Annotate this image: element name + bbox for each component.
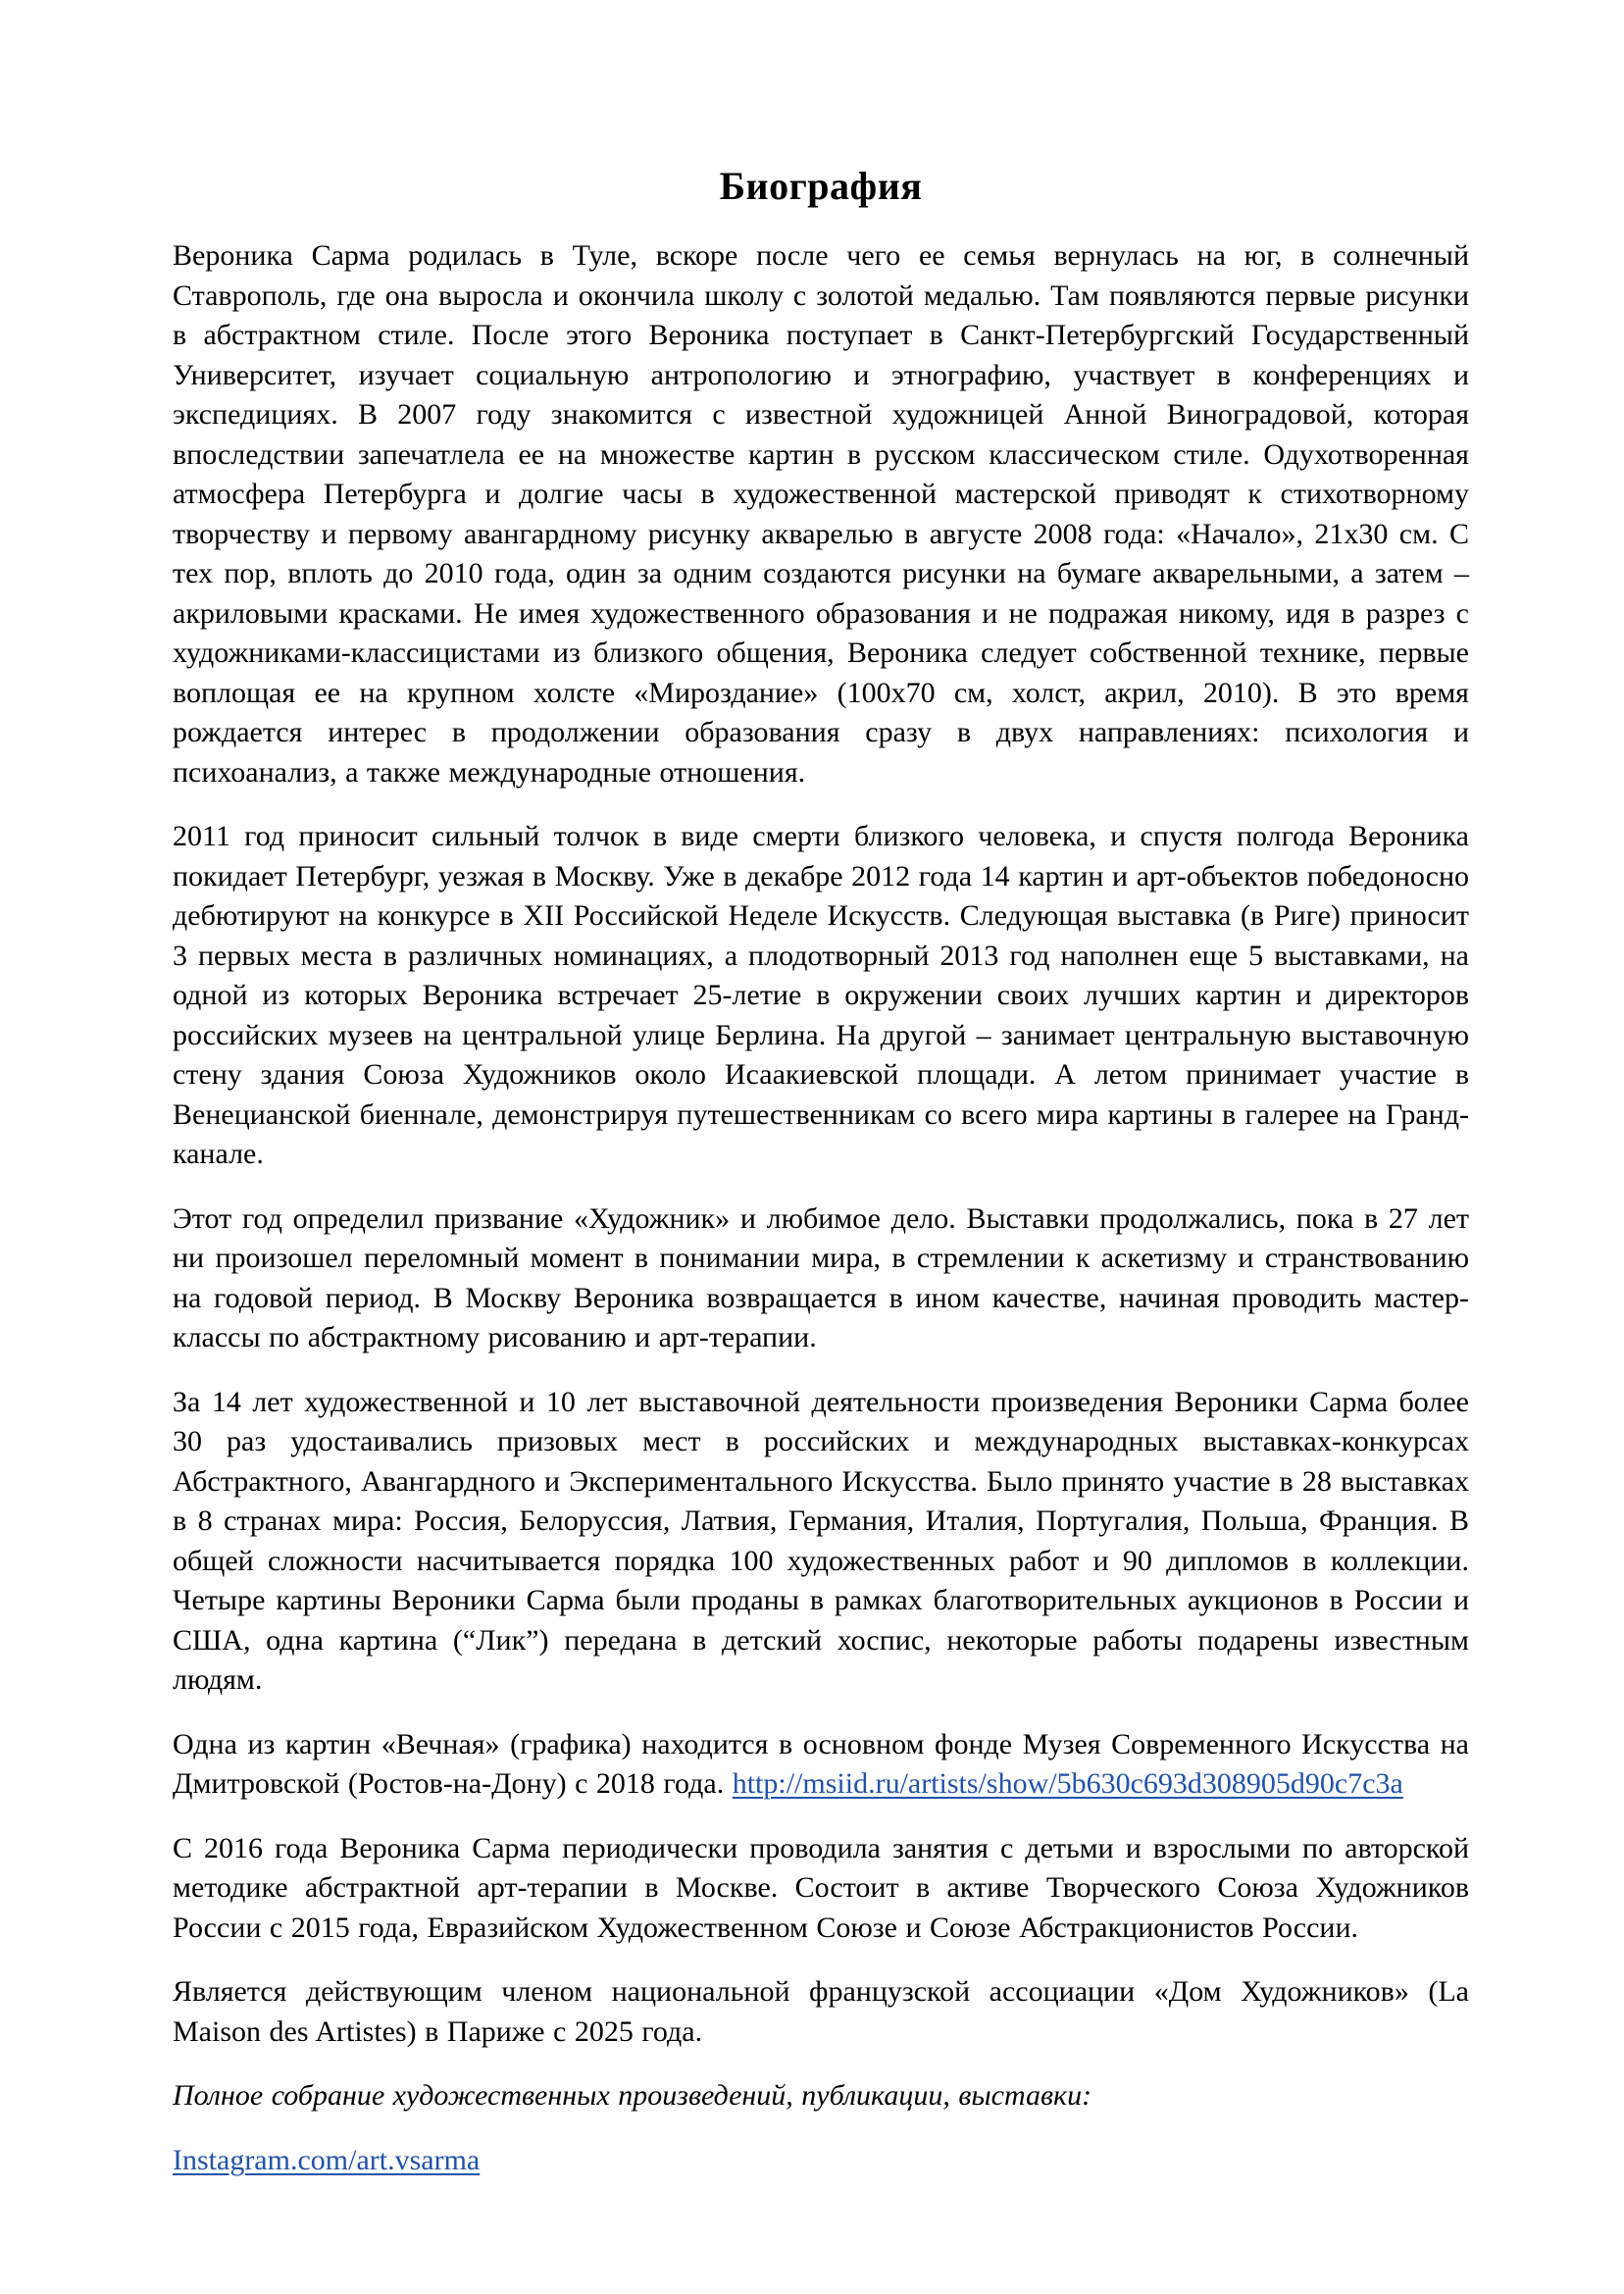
- paragraph-art-therapy: С 2016 года Вероника Сарма периодически проводила занятия с детьми и взрослыми по авторской методике абстрактной арт-терапии в Москве. Состоит в активе Творческого Союза Художников России с 2015 года, Евразийском Художественном Союзе и Союзе Абстракционистов России.: [173, 1831, 1469, 1944]
- page-title: Биография: [719, 164, 923, 208]
- document-content: [173, 0, 1469, 2205]
- instagram-link[interactable]: Instagram.com/art.vsarma: [173, 2143, 481, 2176]
- msiid-artist-link[interactable]: http://msiid.ru/artists/show/5b630c693d308905d90c7c3a: [732, 1767, 1403, 1800]
- paragraph-french-association: Является действующим членом национальной французской ассоциации «Дом Художников» (La Maison des Artistes) в Париже с 2025 года.: [173, 1975, 1469, 2048]
- paragraph-museum-text: Одна из картин «Вечная» (графика) находится в основном фонде Музея Современного Искусства на Дмитровской (Ростов-на-Дону) с 2018 года.: [173, 1727, 1469, 1800]
- paragraph-artist-calling: Этот год определил призвание «Художник» и любимое дело. Выставки продолжались, пока в 27 лет ни произошел переломный момент в понимании мира, в стремлении к аскетизму и странствованию на годовой период. В Москву Вероника возвращается в ином качестве, начиная проводить мастер-классы по абстрактному рисованию и арт-терапии.: [173, 1201, 1469, 1353]
- paragraph-museum: [173, 1725, 1469, 1805]
- paragraph-moscow-debut: 2011 год приносит сильный толчок в виде смерти близкого человека, и спустя полгода Вероника покидает Петербург, уезжая в Москву. Уже в декабре 2012 года 14 картин и арт-объектов победоносно дебютируют на конкурсе в XII Российской Неделе Искусств. Следующая выставка (в Риге) приносит 3 первых места в различных номинациях, а плодотворный 2013 год наполнен еще 5 выставками, на одной из которых Вероника встречает 25-летие в окружении своих лучших картин и директоров российских музеев на центральной улице Берлина. На другой – занимает центральную выставочную стену здания Союза Художников около Исаакиевской площади. А летом принимает участие в Венецианской биеннале, демонстрируя путешественникам со всего мира картины в галерее на Гранд-канале.: [173, 820, 1469, 1170]
- paragraph-achievements: За 14 лет художественной и 10 лет выставочной деятельности произведения Вероники Сарма более 30 раз удостаивались призовых мест в российских и международных выставках-конкурсах Абстрактного, Авангардного и Экспериментального Искусства. Было принято участие в 28 выставках в 8 странах мира: Россия, Белоруссия, Латвия, Германия, Италия, Португалия, Польша, Франция. В общей сложности насчитывается порядка 100 художественных работ и 90 дипломов в коллекции. Четыре картины Вероники Сарма были проданы в рамках благотворительных аукционов в России и США, одна картина (“Лик”) передана в детский хоспис, некоторые работы подарены известным людям.: [173, 1385, 1469, 1696]
- paragraph-instagram: [173, 2141, 1469, 2181]
- paragraph-early-life: Вероника Сарма родилась в Туле, вскоре после чего ее семья вернулась на юг, в солнечный Ставрополь, где она выросла и окончила школу с золотой медалью. Там появляются первые рисунки в абстрактном стиле. После этого Вероника поступает в Санкт-Петербургский Государственный Университет, изучает социальную антропологию и этнографию, участвует в конференциях и экспедициях. В 2007 году знакомится с известной художницей Анной Виноградовой, которая впоследствии запечатлела ее на множестве картин в русском классическом стиле. Одухотворенная атмосфера Петербурга и долгие часы в художественной мастерской приводят к стихотворному творчеству и первому авангардному рисунку акварелью в августе 2008 года: «Начало», 21х30 см. С тех пор, вплоть до 2010 года, один за одним создаются рисунки на бумаге акварельными, а затем – акриловыми красками. Не имея художественного образования и не подражая никому, идя в разрез с художниками-классицистами из близкого общения, Вероника следует собственной технике, первые воплощая ее на крупном холсте «Мироздание» (100х70 см, холст, акрил, 2010). В это время рождается интерес в продолжении образования сразу в двух направлениях: психология и психоанализ, а также международные отношения.: [173, 239, 1469, 789]
- paragraph-collection-note: Полное собрание художественных произведений, публикации, выставки:: [173, 2079, 1092, 2112]
